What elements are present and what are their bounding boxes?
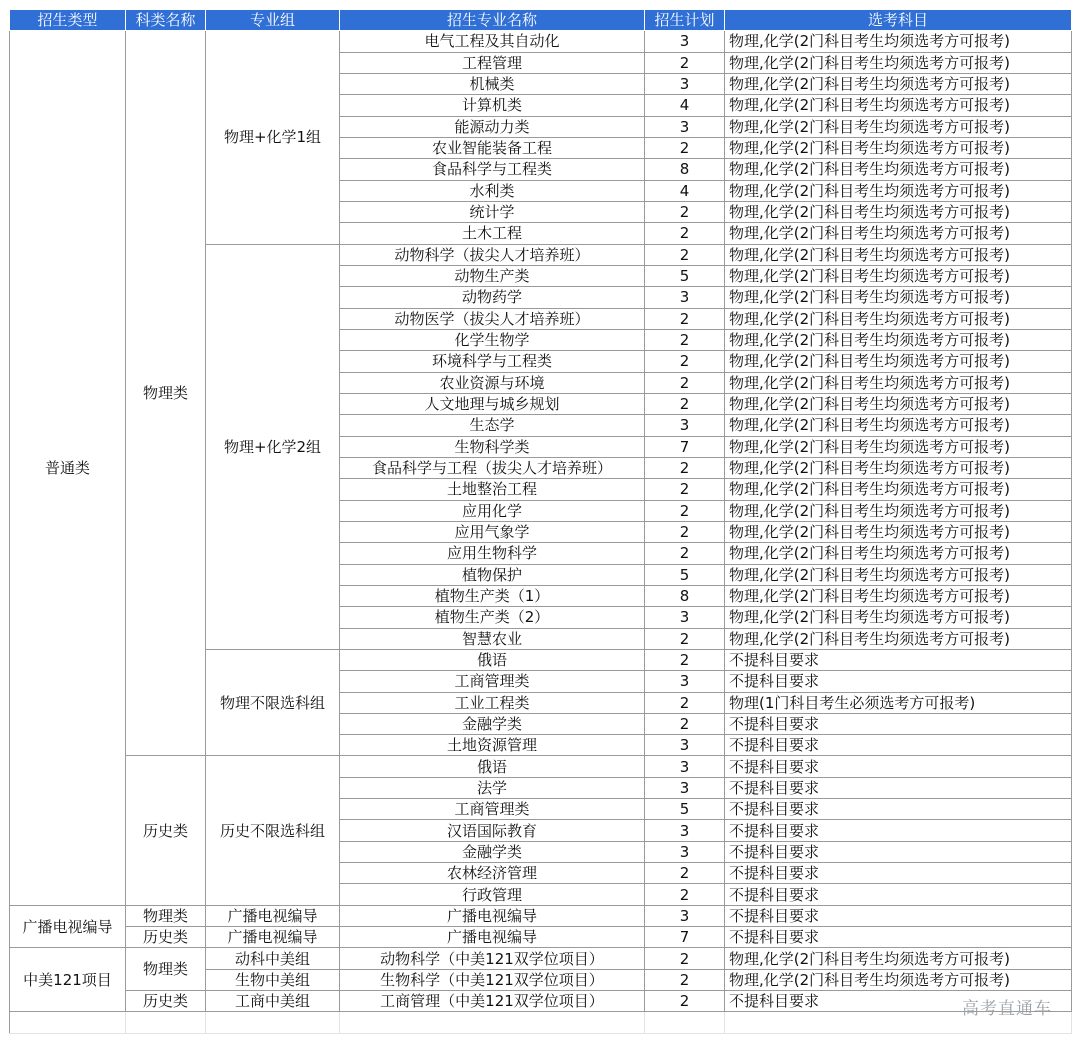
major-name-cell[interactable]: 应用生物科学: [340, 543, 645, 564]
major-group-cell[interactable]: 动科中美组: [206, 948, 340, 969]
plan-count-cell[interactable]: 2: [645, 521, 725, 542]
subject-requirement-cell[interactable]: 物理,化学(2门科目考生均须选考方可报考): [725, 244, 1072, 265]
plan-count-cell[interactable]: 3: [645, 671, 725, 692]
major-name-cell[interactable]: 农林经济管理: [340, 863, 645, 884]
empty-cell[interactable]: [126, 1012, 206, 1033]
major-group-cell[interactable]: 历史不限选科组: [206, 756, 340, 905]
plan-count-cell[interactable]: 2: [645, 969, 725, 990]
subject-requirement-cell[interactable]: 不提科目要求: [725, 671, 1072, 692]
major-name-cell[interactable]: 俄语: [340, 756, 645, 777]
plan-count-cell[interactable]: 5: [645, 265, 725, 286]
plan-count-cell[interactable]: 3: [645, 777, 725, 798]
subject-category-cell[interactable]: 物理类: [126, 948, 206, 991]
subject-requirement-cell[interactable]: 物理,化学(2门科目考生均须选考方可报考): [725, 52, 1072, 73]
plan-count-cell[interactable]: 3: [645, 841, 725, 862]
table-row: [10, 948, 1072, 969]
major-name-cell[interactable]: 生态学: [340, 415, 645, 436]
empty-cell[interactable]: [645, 1012, 725, 1033]
major-name-cell[interactable]: 动物医学（拔尖人才培养班）: [340, 308, 645, 329]
subject-requirement-cell[interactable]: 物理,化学(2门科目考生均须选考方可报考): [725, 543, 1072, 564]
subject-requirement-cell[interactable]: 物理,化学(2门科目考生均须选考方可报考): [725, 393, 1072, 414]
major-name-cell[interactable]: 农业智能装备工程: [340, 137, 645, 158]
subject-requirement-cell[interactable]: 物理,化学(2门科目考生均须选考方可报考): [725, 329, 1072, 350]
major-name-cell[interactable]: 智慧农业: [340, 628, 645, 649]
subject-requirement-cell[interactable]: 物理,化学(2门科目考生均须选考方可报考): [725, 73, 1072, 94]
subject-requirement-cell[interactable]: 物理,化学(2门科目考生均须选考方可报考): [725, 351, 1072, 372]
major-name-cell[interactable]: 行政管理: [340, 884, 645, 905]
major-name-cell[interactable]: 生物科学类: [340, 436, 645, 457]
header-row: [10, 10, 1072, 31]
table-row: [10, 927, 1072, 948]
subject-requirement-cell[interactable]: 物理(1门科目考生必须选考方可报考): [725, 692, 1072, 713]
admission-type-cell[interactable]: 普通类: [10, 31, 126, 905]
major-name-cell[interactable]: 食品科学与工程类: [340, 159, 645, 180]
subject-requirement-cell[interactable]: 物理,化学(2门科目考生均须选考方可报考): [725, 607, 1072, 628]
major-name-cell[interactable]: 农业资源与环境: [340, 372, 645, 393]
major-name-cell[interactable]: 金融学类: [340, 841, 645, 862]
subject-requirement-cell[interactable]: 物理,化学(2门科目考生均须选考方可报考): [725, 969, 1072, 990]
subject-requirement-cell[interactable]: 不提科目要求: [725, 735, 1072, 756]
subject-requirement-cell[interactable]: 物理,化学(2门科目考生均须选考方可报考): [725, 628, 1072, 649]
plan-count-cell[interactable]: 2: [645, 649, 725, 670]
plan-count-cell[interactable]: 2: [645, 201, 725, 222]
major-name-cell[interactable]: 法学: [340, 777, 645, 798]
major-name-cell[interactable]: 土地资源管理: [340, 735, 645, 756]
empty-row: [10, 1012, 1072, 1033]
plan-count-cell[interactable]: 2: [645, 991, 725, 1012]
plan-count-cell[interactable]: 3: [645, 73, 725, 94]
plan-count-cell[interactable]: 7: [645, 927, 725, 948]
major-name-cell[interactable]: 工商管理（中美121双学位项目）: [340, 991, 645, 1012]
subject-requirement-cell[interactable]: 物理,化学(2门科目考生均须选考方可报考): [725, 479, 1072, 500]
plan-count-cell[interactable]: 2: [645, 351, 725, 372]
major-name-cell[interactable]: 食品科学与工程（拔尖人才培养班）: [340, 457, 645, 478]
subject-requirement-cell[interactable]: 物理,化学(2门科目考生均须选考方可报考): [725, 372, 1072, 393]
major-name-cell[interactable]: 工业工程类: [340, 692, 645, 713]
subject-requirement-cell[interactable]: 物理,化学(2门科目考生均须选考方可报考): [725, 948, 1072, 969]
plan-count-cell[interactable]: 2: [645, 692, 725, 713]
subject-requirement-cell[interactable]: 物理,化学(2门科目考生均须选考方可报考): [725, 436, 1072, 457]
plan-count-cell[interactable]: 4: [645, 180, 725, 201]
empty-cell[interactable]: [206, 1012, 340, 1033]
table-row: [10, 756, 1072, 777]
plan-count-cell[interactable]: 2: [645, 372, 725, 393]
subject-category-cell[interactable]: 物理类: [126, 905, 206, 926]
plan-count-cell[interactable]: 2: [645, 308, 725, 329]
subject-requirement-cell[interactable]: 不提科目要求: [725, 756, 1072, 777]
subject-requirement-cell[interactable]: 物理,化学(2门科目考生均须选考方可报考): [725, 223, 1072, 244]
major-name-cell[interactable]: 金融学类: [340, 713, 645, 734]
subject-requirement-cell[interactable]: 物理,化学(2门科目考生均须选考方可报考): [725, 500, 1072, 521]
subject-requirement-cell[interactable]: 不提科目要求: [725, 927, 1072, 948]
subject-requirement-cell[interactable]: 物理,化学(2门科目考生均须选考方可报考): [725, 180, 1072, 201]
plan-count-cell[interactable]: 2: [645, 329, 725, 350]
major-group-cell[interactable]: 物理+化学1组: [206, 31, 340, 244]
plan-count-cell[interactable]: 3: [645, 607, 725, 628]
major-name-cell[interactable]: 能源动力类: [340, 116, 645, 137]
major-name-cell[interactable]: 植物生产类（1）: [340, 585, 645, 606]
major-name-cell[interactable]: 计算机类: [340, 95, 645, 116]
subject-requirement-cell[interactable]: 物理,化学(2门科目考生均须选考方可报考): [725, 308, 1072, 329]
plan-count-cell[interactable]: 8: [645, 159, 725, 180]
plan-count-cell[interactable]: 5: [645, 799, 725, 820]
header-cell[interactable]: 选考科目: [725, 10, 1072, 31]
major-group-cell[interactable]: 生物中美组: [206, 969, 340, 990]
plan-count-cell[interactable]: 2: [645, 137, 725, 158]
major-name-cell[interactable]: 人文地理与城乡规划: [340, 393, 645, 414]
major-name-cell[interactable]: 动物科学（中美121双学位项目）: [340, 948, 645, 969]
plan-count-cell[interactable]: 2: [645, 52, 725, 73]
major-name-cell[interactable]: 环境科学与工程类: [340, 351, 645, 372]
subject-requirement-cell[interactable]: 物理,化学(2门科目考生均须选考方可报考): [725, 159, 1072, 180]
plan-count-cell[interactable]: 2: [645, 543, 725, 564]
major-name-cell[interactable]: 广播电视编导: [340, 927, 645, 948]
major-name-cell[interactable]: 机械类: [340, 73, 645, 94]
plan-count-cell[interactable]: 2: [645, 479, 725, 500]
subject-requirement-cell[interactable]: 物理,化学(2门科目考生均须选考方可报考): [725, 116, 1072, 137]
subject-requirement-cell[interactable]: 不提科目要求: [725, 841, 1072, 862]
subject-requirement-cell[interactable]: 物理,化学(2门科目考生均须选考方可报考): [725, 265, 1072, 286]
subject-requirement-cell[interactable]: 不提科目要求: [725, 991, 1072, 1012]
subject-requirement-cell[interactable]: 物理,化学(2门科目考生均须选考方可报考): [725, 585, 1072, 606]
major-name-cell[interactable]: 广播电视编导: [340, 905, 645, 926]
major-name-cell[interactable]: 植物生产类（2）: [340, 607, 645, 628]
subject-requirement-cell[interactable]: 物理,化学(2门科目考生均须选考方可报考): [725, 137, 1072, 158]
plan-count-cell[interactable]: 8: [645, 585, 725, 606]
plan-count-cell[interactable]: 2: [645, 628, 725, 649]
subject-requirement-cell[interactable]: 不提科目要求: [725, 905, 1072, 926]
admission-type-cell[interactable]: 广播电视编导: [10, 905, 126, 948]
major-name-cell[interactable]: 应用气象学: [340, 521, 645, 542]
major-name-cell[interactable]: 水利类: [340, 180, 645, 201]
subject-requirement-cell[interactable]: 不提科目要求: [725, 863, 1072, 884]
major-name-cell[interactable]: 植物保护: [340, 564, 645, 585]
subject-category-cell[interactable]: 历史类: [126, 991, 206, 1012]
plan-count-cell[interactable]: 2: [645, 244, 725, 265]
subject-category-cell[interactable]: 历史类: [126, 927, 206, 948]
plan-count-cell[interactable]: 3: [645, 287, 725, 308]
major-name-cell[interactable]: 土木工程: [340, 223, 645, 244]
major-group-cell[interactable]: 物理不限选科组: [206, 649, 340, 756]
major-group-cell[interactable]: 广播电视编导: [206, 927, 340, 948]
table-row: [10, 31, 1072, 52]
plan-count-cell[interactable]: 2: [645, 393, 725, 414]
subject-category-cell[interactable]: 物理类: [126, 31, 206, 756]
subject-requirement-cell[interactable]: 不提科目要求: [725, 799, 1072, 820]
empty-cell[interactable]: [10, 1012, 126, 1033]
plan-count-cell[interactable]: 3: [645, 735, 725, 756]
plan-count-cell[interactable]: 3: [645, 756, 725, 777]
plan-count-cell[interactable]: 3: [645, 116, 725, 137]
admission-type-cell[interactable]: 中美121项目: [10, 948, 126, 1012]
plan-count-cell[interactable]: 3: [645, 415, 725, 436]
plan-count-cell[interactable]: 2: [645, 223, 725, 244]
subject-requirement-cell[interactable]: 物理,化学(2门科目考生均须选考方可报考): [725, 564, 1072, 585]
plan-count-cell[interactable]: 2: [645, 457, 725, 478]
plan-count-cell[interactable]: 3: [645, 905, 725, 926]
subject-requirement-cell[interactable]: 物理,化学(2门科目考生均须选考方可报考): [725, 201, 1072, 222]
plan-count-cell[interactable]: 2: [645, 863, 725, 884]
major-name-cell[interactable]: 化学生物学: [340, 329, 645, 350]
watermark-text: 高考直通车: [962, 999, 1052, 1019]
plan-count-cell[interactable]: 2: [645, 948, 725, 969]
major-name-cell[interactable]: 工商管理类: [340, 799, 645, 820]
major-name-cell[interactable]: 统计学: [340, 201, 645, 222]
major-name-cell[interactable]: 应用化学: [340, 500, 645, 521]
table-body: [10, 31, 1072, 1033]
major-name-cell[interactable]: 工程管理: [340, 52, 645, 73]
subject-requirement-cell[interactable]: 物理,化学(2门科目考生均须选考方可报考): [725, 521, 1072, 542]
table-row: [10, 905, 1072, 926]
major-name-cell[interactable]: 土地整治工程: [340, 479, 645, 500]
major-name-cell[interactable]: 电气工程及其自动化: [340, 31, 645, 52]
plan-count-cell[interactable]: 3: [645, 31, 725, 52]
major-name-cell[interactable]: 工商管理类: [340, 671, 645, 692]
plan-count-cell[interactable]: 3: [645, 820, 725, 841]
subject-requirement-cell[interactable]: 物理,化学(2门科目考生均须选考方可报考): [725, 95, 1072, 116]
subject-requirement-cell[interactable]: 不提科目要求: [725, 820, 1072, 841]
empty-cell[interactable]: [340, 1012, 645, 1033]
admission-plan-table: [9, 9, 1072, 1034]
header-cell[interactable]: 专业组: [206, 10, 340, 31]
major-name-cell[interactable]: 动物科学（拔尖人才培养班）: [340, 244, 645, 265]
major-name-cell[interactable]: 动物药学: [340, 287, 645, 308]
major-group-cell[interactable]: 物理+化学2组: [206, 244, 340, 649]
major-name-cell[interactable]: 生物科学（中美121双学位项目）: [340, 969, 645, 990]
plan-count-cell[interactable]: 2: [645, 884, 725, 905]
header-cell[interactable]: 招生专业名称: [340, 10, 645, 31]
major-name-cell[interactable]: 汉语国际教育: [340, 820, 645, 841]
plan-count-cell[interactable]: 2: [645, 713, 725, 734]
plan-count-cell[interactable]: 5: [645, 564, 725, 585]
subject-requirement-cell[interactable]: 物理,化学(2门科目考生均须选考方可报考): [725, 31, 1072, 52]
subject-requirement-cell[interactable]: 不提科目要求: [725, 649, 1072, 670]
subject-category-cell[interactable]: 历史类: [126, 756, 206, 905]
subject-requirement-cell[interactable]: 物理,化学(2门科目考生均须选考方可报考): [725, 287, 1072, 308]
table-row: [10, 991, 1072, 1012]
plan-count-cell[interactable]: 4: [645, 95, 725, 116]
subject-requirement-cell[interactable]: 不提科目要求: [725, 713, 1072, 734]
header-cell[interactable]: 招生计划: [645, 10, 725, 31]
major-name-cell[interactable]: 俄语: [340, 649, 645, 670]
plan-count-cell[interactable]: 2: [645, 500, 725, 521]
plan-count-cell[interactable]: 7: [645, 436, 725, 457]
subject-requirement-cell[interactable]: 不提科目要求: [725, 777, 1072, 798]
subject-requirement-cell[interactable]: 不提科目要求: [725, 884, 1072, 905]
header-cell[interactable]: 科类名称: [126, 10, 206, 31]
major-group-cell[interactable]: 广播电视编导: [206, 905, 340, 926]
header-cell[interactable]: 招生类型: [10, 10, 126, 31]
major-group-cell[interactable]: 工商中美组: [206, 991, 340, 1012]
subject-requirement-cell[interactable]: 物理,化学(2门科目考生均须选考方可报考): [725, 457, 1072, 478]
subject-requirement-cell[interactable]: 物理,化学(2门科目考生均须选考方可报考): [725, 415, 1072, 436]
major-name-cell[interactable]: 动物生产类: [340, 265, 645, 286]
